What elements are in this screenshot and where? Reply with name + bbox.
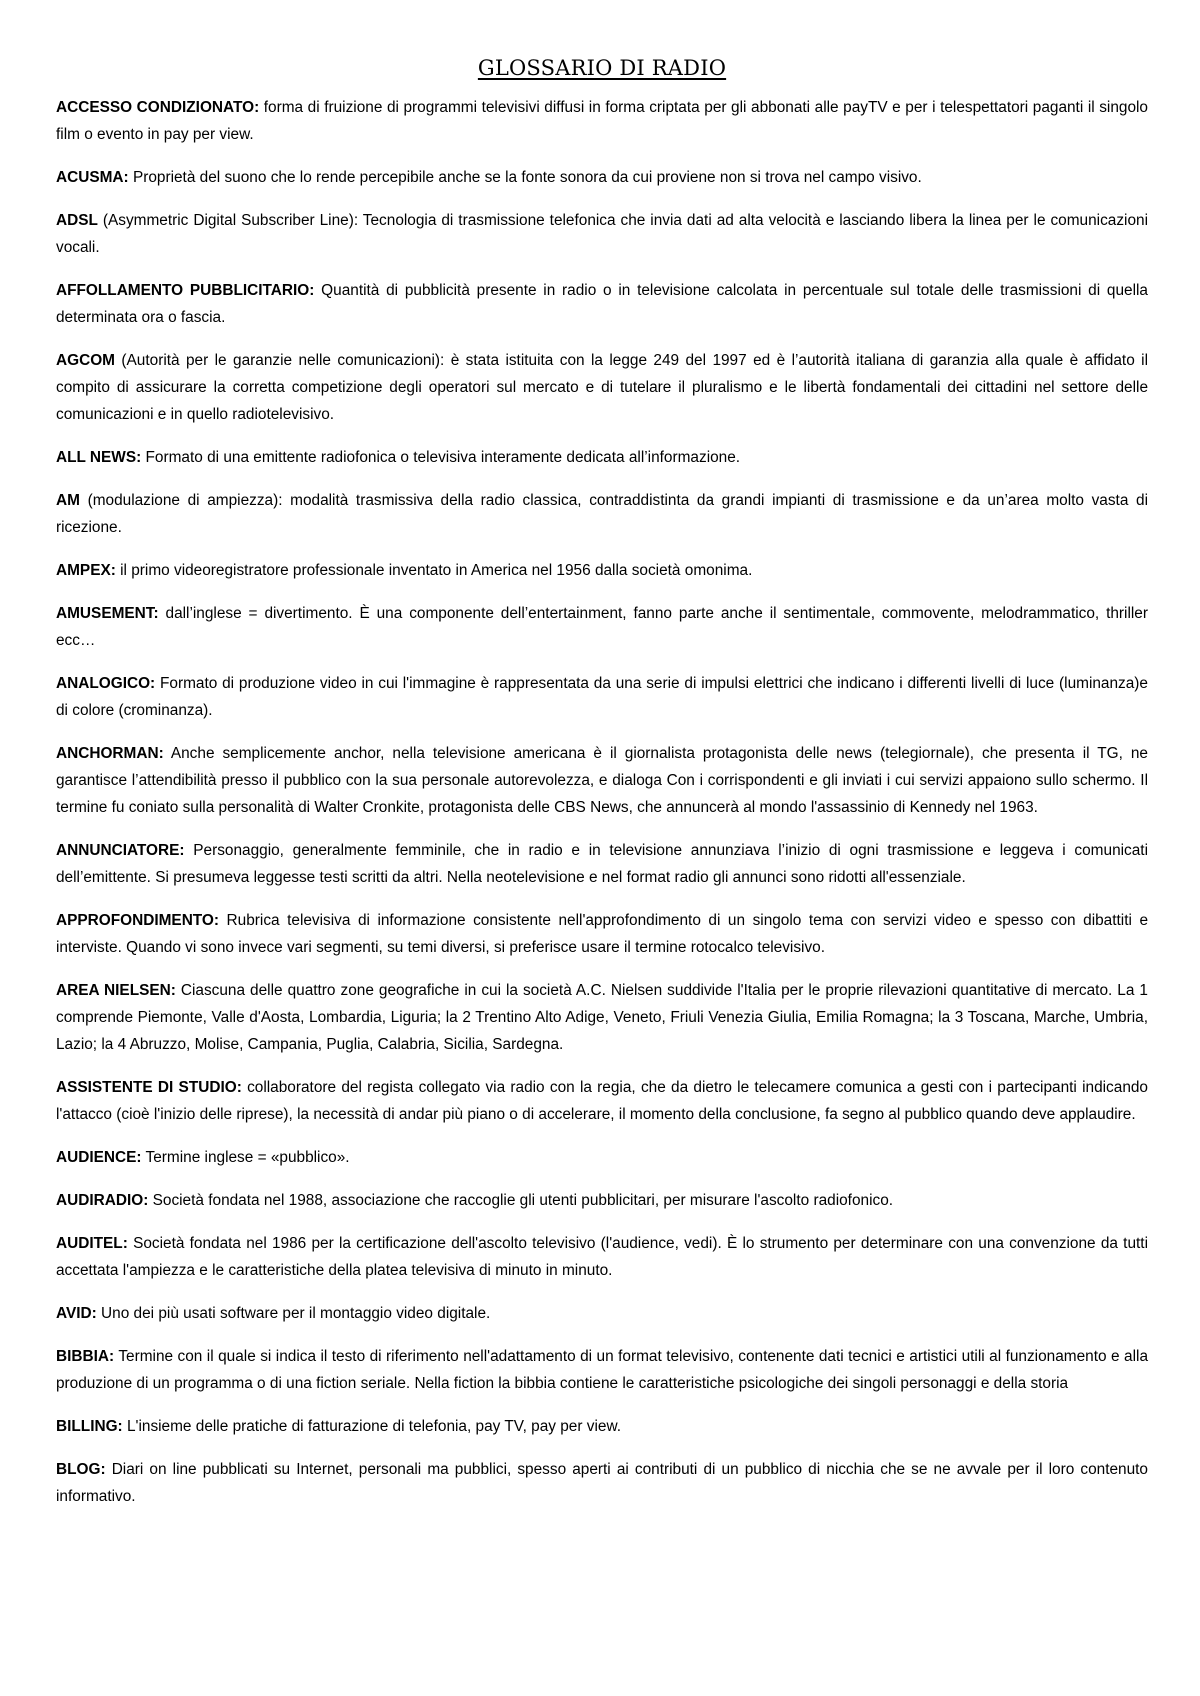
glossary-term: ASSISTENTE DI STUDIO:	[56, 1079, 242, 1096]
glossary-definition: il primo videoregistratore professionale inventato in America nel 1956 dalla società omonima.	[115, 562, 753, 579]
glossary-entry	[56, 94, 1148, 148]
glossary-entry	[56, 277, 1148, 331]
glossary-definition: dall’inglese = divertimento. È una componente dell’entertainment, fanno parte anche il sentimentale, commovente, melodrammatico, thriller ecc…	[56, 605, 1148, 649]
glossary-entry	[56, 837, 1148, 891]
glossary-entry	[56, 347, 1148, 428]
glossary-definition: Ciascuna delle quattro zone geografiche in cui la società A.C. Nielsen suddivide l'Italia per le proprie rilevazioni quantitative di mercato. La 1 comprende Piemonte, Valle d'Aosta, Lombardia, Liguria; la 2 Trentino Alto Adige, Veneto, Friuli Venezia Giulia, Emilia Romagna; la 3 Toscana, Marche, Umbria, Lazio; la 4 Abruzzo, Molise, Campania, Puglia, Calabria, Sicilia, Sardegna.	[56, 982, 1148, 1053]
glossary-term: ACCESSO CONDIZIONATO:	[56, 99, 260, 116]
glossary-entry	[56, 1456, 1148, 1510]
glossary-term: AGCOM	[56, 352, 115, 369]
glossary-entry	[56, 1230, 1148, 1284]
page-title: GLOSSARIO DI RADIO	[477, 56, 727, 80]
glossary-entry	[56, 207, 1148, 261]
glossary-term: AMPEX:	[56, 562, 116, 579]
glossary-term: ACUSMA:	[56, 169, 129, 186]
glossary-definition: forma di fruizione di programmi televisivi diffusi in forma criptata per gli abbonati alle payTV e per i telespettatori paganti il singolo film o evento in pay per view.	[56, 99, 1148, 143]
glossary-definition: Personaggio, generalmente femminile, che in radio e in televisione annunziava l’inizio di ogni trasmissione e leggeva i comunicati dell’emittente. Si presumeva leggesse testi scritti da altri. Nella neotelevisione e nel format radio gli annunci sono ridotti all'essenziale.	[56, 842, 1148, 886]
glossary-entry	[56, 740, 1148, 821]
glossary-term: ANNUNCIATORE:	[56, 842, 185, 859]
glossary-term: BIBBIA:	[56, 1348, 115, 1365]
glossary-term: AUDIENCE:	[56, 1149, 142, 1166]
glossary-definition: L'insieme delle pratiche di fatturazione di telefonia, pay TV, pay per view.	[122, 1418, 621, 1435]
glossary-definition: Società fondata nel 1988, associazione che raccoglie gli utenti pubblicitari, per misurare l'ascolto radiofonico.	[148, 1192, 894, 1209]
glossary-term: ANCHORMAN:	[56, 745, 164, 762]
glossary-definition: Anche semplicemente anchor, nella televisione americana è il giornalista protagonista delle news (telegiornale), che presenta il TG, ne garantisce l’attendibilità presso il pubblico con la sua personale autorevolezza, e dialoga Con i corrispondenti e gli inviati i cui servizi appaiono sullo schermo. Il termine fu coniato sulla personalità di Walter Cronkite, protagonista delle CBS News, che annuncerà al mondo l'assassinio di Kennedy nel 1963.	[56, 745, 1148, 816]
glossary-definition: (Asymmetric Digital Subscriber Line): Tecnologia di trasmissione telefonica che invia dati ad alta velocità e lasciando libera la linea per le comunicazioni vocali.	[56, 212, 1148, 256]
glossary-entry	[56, 487, 1148, 541]
glossary-term: AFFOLLAMENTO PUBBLICITARIO:	[56, 282, 315, 299]
glossary-definition: collaboratore del regista collegato via radio con la regia, che da dietro le telecamere comunica a gesti con i partecipanti indicando l'attacco (cioè l'inizio delle riprese), la necessità di andar più piano o di accelerare, il momento della conclusione, fa segno al pubblico quando deve applaudire.	[56, 1079, 1148, 1123]
glossary-entry	[56, 557, 1148, 584]
glossary-term: AUDITEL:	[56, 1235, 128, 1252]
glossary-term: AM	[56, 492, 80, 509]
glossary-entry	[56, 1074, 1148, 1128]
glossary-definition: (modulazione di ampiezza): modalità trasmissiva della radio classica, contraddistinta da grandi impianti di trasmissione e da un’area molto vasta di ricezione.	[56, 492, 1148, 536]
glossary-entry	[56, 977, 1148, 1058]
glossary-term: ADSL	[56, 212, 98, 229]
glossary-entry	[56, 670, 1148, 724]
glossary-entry	[56, 1144, 1148, 1171]
glossary-definition: Società fondata nel 1986 per la certificazione dell'ascolto televisivo (l'audience, vedi). È lo strumento per determinare con una convenzione da tutti accettata l'ampiezza e le caratteristiche della platea televisiva di minuto in minuto.	[56, 1235, 1148, 1279]
glossary-entry	[56, 164, 1148, 191]
glossary-definition: (Autorità per le garanzie nelle comunicazioni): è stata istituita con la legge 249 del 1997 ed è l’autorità italiana di garanzia alla quale è affidato il compito di assicurare la corretta competizione degli operatori sul mercato e di tutelare il pluralismo e le libertà fondamentali dei cittadini nel settore delle comunicazioni e in quello radiotelevisivo.	[56, 352, 1148, 423]
glossary-definition: Quantità di pubblicità presente in radio o in televisione calcolata in percentuale sul totale delle trasmissioni di quella determinata ora o fascia.	[56, 282, 1148, 326]
glossary-definition: Formato di produzione video in cui l'immagine è rappresentata da una serie di impulsi elettrici che indicano i differenti livelli di luce (luminanza)e di colore (crominanza).	[56, 675, 1148, 719]
glossary-definition: Diari on line pubblicati su Internet, personali ma pubblici, spesso aperti ai contributi di un pubblico di nicchia che se ne avvale per il loro contenuto informativo.	[56, 1461, 1148, 1505]
glossary-definition: Proprietà del suono che lo rende percepibile anche se la fonte sonora da cui proviene non si trova nel campo visivo.	[128, 169, 922, 186]
glossary-term: AMUSEMENT:	[56, 605, 159, 622]
glossary-entry	[56, 1343, 1148, 1397]
glossary-definition: Termine inglese = «pubblico».	[141, 1149, 350, 1166]
glossary-definition: Termine con il quale si indica il testo di riferimento nell'adattamento di un format televisivo, contenente dati tecnici e artistici utili al funzionamento e alla produzione di un programma o di una fiction seriale. Nella fiction la bibbia contiene le caratteristiche psicologiche dei singoli personaggi e della storia	[56, 1348, 1148, 1392]
glossary-term: BLOG:	[56, 1461, 106, 1478]
glossary-term: APPROFONDIMENTO:	[56, 912, 220, 929]
document-page	[56, 56, 1148, 1526]
glossary-term: ALL NEWS:	[56, 449, 142, 466]
glossary-entry	[56, 1413, 1148, 1440]
glossary-term: AREA NIELSEN:	[56, 982, 176, 999]
glossary-entry	[56, 600, 1148, 654]
glossary-definition: Formato di una emittente radiofonica o televisiva interamente dedicata all’informazione.	[141, 449, 741, 466]
glossary-definition: Uno dei più usati software per il montaggio video digitale.	[96, 1305, 491, 1322]
glossary-term: AVID:	[56, 1305, 97, 1322]
glossary-entry	[56, 907, 1148, 961]
glossary-entry	[56, 1300, 1148, 1327]
glossary-term: ANALOGICO:	[56, 675, 156, 692]
glossary-definition: Rubrica televisiva di informazione consistente nell'approfondimento di un singolo tema con servizi video e spesso con dibattiti e interviste. Quando vi sono invece vari segmenti, su temi diversi, si preferisce usare il termine rotocalco televisivo.	[56, 912, 1148, 956]
glossary-list	[56, 94, 1148, 1510]
glossary-entry	[56, 444, 1148, 471]
glossary-entry	[56, 1187, 1148, 1214]
glossary-term: AUDIRADIO:	[56, 1192, 149, 1209]
glossary-term: BILLING:	[56, 1418, 123, 1435]
